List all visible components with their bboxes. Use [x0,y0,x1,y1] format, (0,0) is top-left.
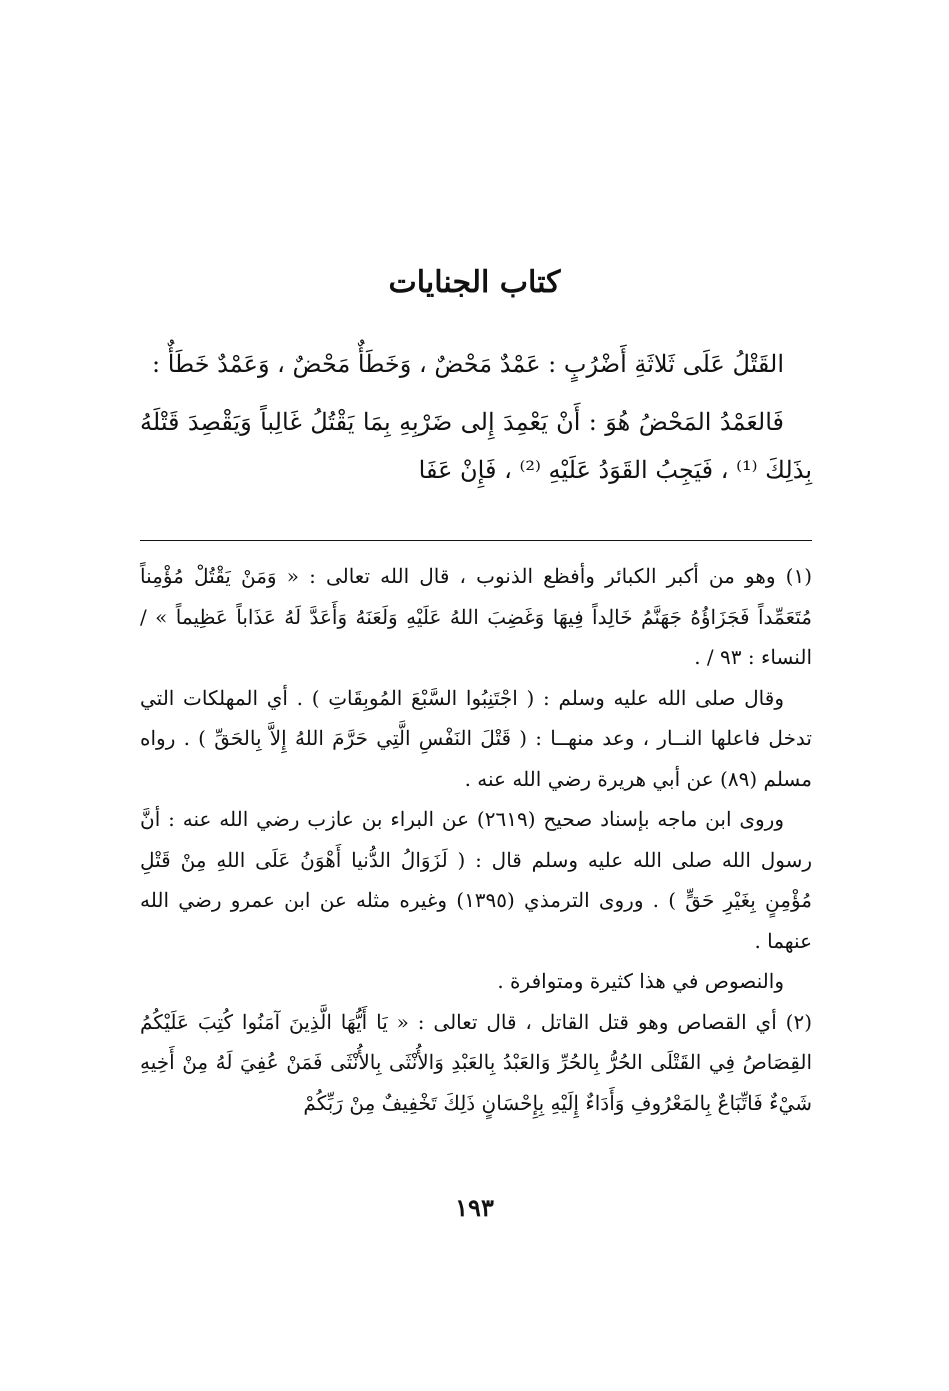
main-text [140,340,812,504]
footnote-1-paragraph-2: وقال صلى الله عليه وسلم : ( اجْتَنِبُوا السَّبْعَ المُوبِقَاتِ ) . أي المهلكات التي تدخل فاعلها النــار ، وعد منهــا : ( قَتْلَ النَفْسِ الَّتِي حَرَّمَ اللهُ إِلاَّ بِالحَقِّ ) . رواه مسلم (٨٩) عن أبي هريرة رضي الله عنه . [140,685,812,791]
main-paragraph-2: فَالعَمْدُ المَحْضُ هُوَ : أَنْ يَعْمِدَ إِلى ضَرْبِهِ بِمَا يَقْتُلُ غَالِباً وَيَقْصِدَ قَتْلَهُ بِذَلِكَ ⁽¹⁾ ، فَيَجِبُ القَوَدُ عَلَيْهِ ⁽²⁾ ، فَإِنْ عَفَا [140,408,812,484]
footnotes [140,556,812,1123]
footnote-1-paragraph-1: (١) وهو من أكبر الكبائر وأفظع الذنوب ، قال الله تعالى : « وَمَنْ يَقْتُلْ مُؤْمِناً مُتَعَمِّداً فَجَزَاؤُهُ جَهَنَّمُ خَالِداً فِيهَا وَغَضِبَ اللهُ عَلَيْهِ وَلَعَنَهُ وَأَعَدَّ لَهُ عَذَاباً عَظِيماً » / النساء : ٩٣ / . [140,564,812,669]
footnote-2-paragraph-1: (٢) أي القصاص وهو قتل القاتل ، قال تعالى : « يَا أَيُّهَا الَّذِينَ آمَنُوا كُتِبَ عَلَيْكُمُ القِصَاصُ فِي القَتْلَى الحُرُّ بِالحُرِّ وَالعَبْدُ بِالعَبْدِ وَالأُنْثَى بِالأُنْثَى فَمَنْ عُفِيَ لَهُ مِنْ أَخِيهِ شَيْءٌ فَاتِّبَاعٌ بِالمَعْرُوفِ وَأَدَاءٌ إِلَيْهِ بِإِحْسَانٍ ذَلِكَ تَخْفِيفٌ مِنْ رَبِّكُمْ [140,1009,812,1115]
chapter-title: كتاب الجنايات [388,265,561,300]
footnote-1-paragraph-3: وروى ابن ماجه بإسناد صحيح (٢٦١٩) عن البراء بن عازب رضي الله عنه : أنَّ رسول الله صلى الله عليه وسلم قال : ( لَزَوَالُ الدُّنيا أَهْوَنُ عَلَى اللهِ مِنْ قَتْلِ مُؤْمِنٍ بِغَيْرِ حَقٍّ ) . وروى الترمذي (١٣٩٥) وغيره مثله عن ابن عمرو رضي الله عنهما . [140,807,813,953]
page-number: ١٩٣ [455,1193,494,1222]
footnote-separator [140,540,812,541]
main-paragraph-1: القَتْلُ عَلَى ثَلاثَةِ أَضْرُبٍ : عَمْدٌ مَحْضٌ ، وَخَطَأٌ مَحْضٌ ، وَعَمْدٌ خَطَأٌ : [151,350,784,378]
footnote-1-paragraph-4: والنصوص في هذا كثيرة ومتوافرة . [497,969,784,993]
